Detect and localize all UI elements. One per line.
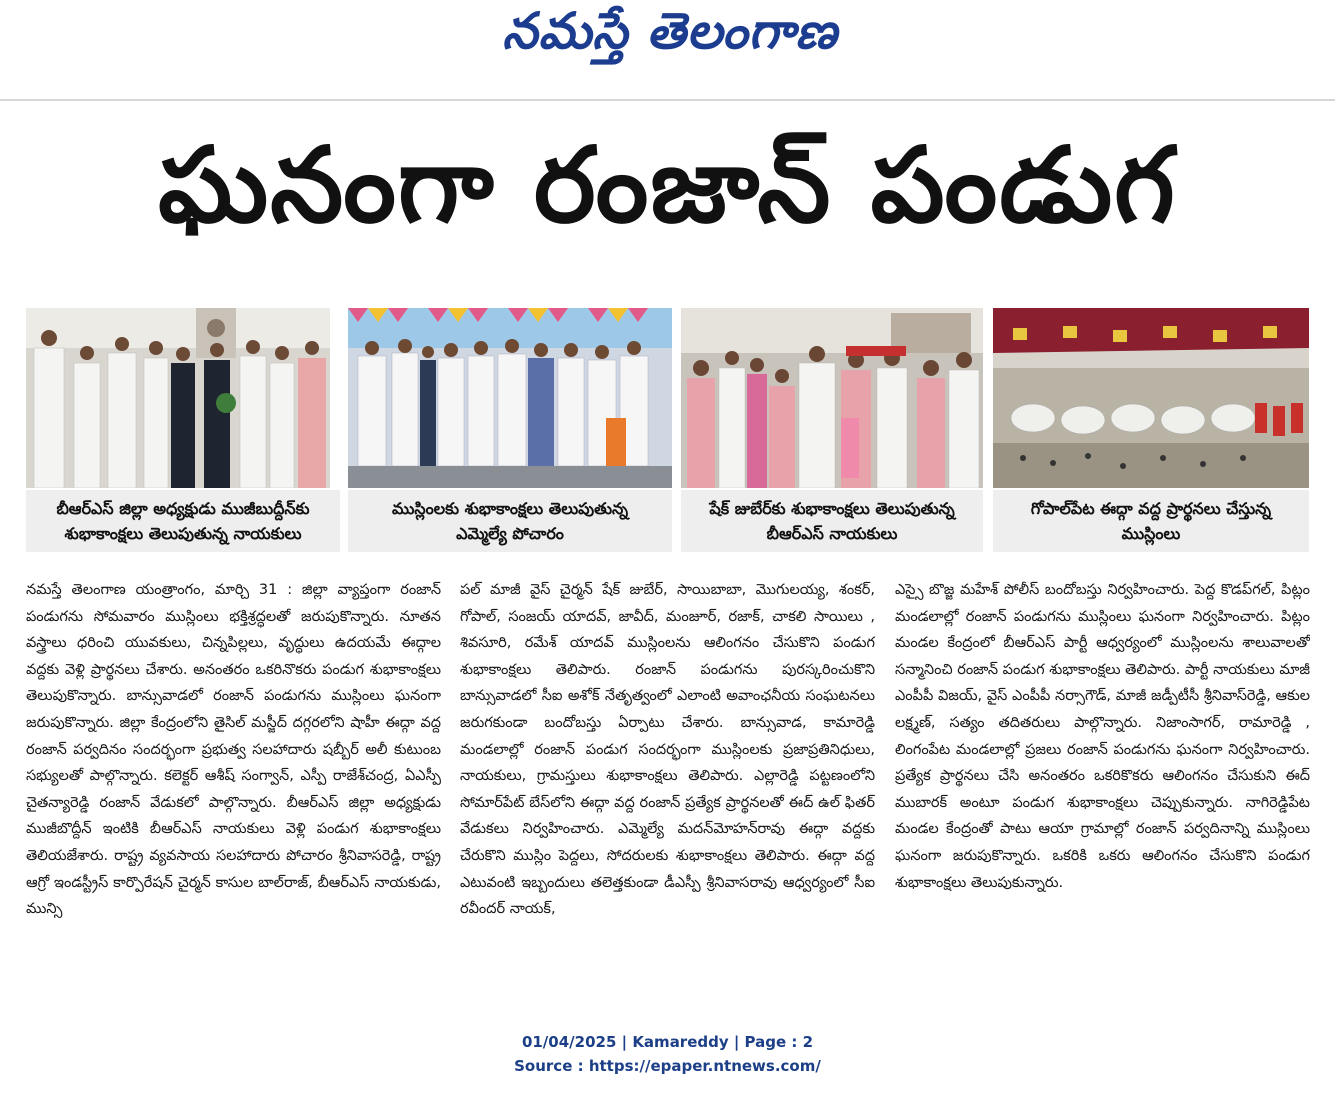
photo-caption-3 <box>681 490 983 552</box>
caption-2-line-1: ముస్లింలకు శుభాకాంక్షలు తెలుపుతున్న <box>391 499 629 518</box>
caption-4-line-1: గోపాల్‌పేట ఈద్గా వద్ద ప్రార్థనలు చేస్తున్న <box>1030 499 1272 518</box>
article-column-2 <box>460 577 875 997</box>
article-column-2-text: పల్ మాజీ వైస్ చైర్మన్ షేక్ జుబేర్, సాయిబాబా, మొగులయ్య, శంకర్, గోపాల్, సంజయ్ యాదవ్, జావీద్, మంజూర్, రజాక్, చాకలి సాయిలు , శివసూరి, రమేశ్ యాదవ్ ముస్లింలను ఆలింగనం చేసుకొని పండుగ శుభాకాంక్షలు తెలిపారు. రంజాన్ పండుగను పురస్కరించుకొని బాన్సువాడలో సీఐ అశోక్ నేతృత్వంలో ఎలాంటి అవాంఛనీయ సంఘటనలు జరుగకుండా బందోబస్తు ఏర్పాటు చేశారు. బాన్సువాడ, కామారెడ్డి మండలాల్లో రంజాన్ పండుగ సందర్భంగా ముస్లింలకు ప్రజాప్రతినిధులు, నాయకులు, గ్రామస్తులు శుభాకాంక్షలు తెలిపారు. ఎల్లారెడ్డి పట్టణంలోని సోమార్‌పేట్ బేస్‌లోని ఈద్గా వద్ద రంజాన్ ప్రత్యేక ప్రార్థనలతో ఈద్ ఉల్ ఫితర్ వేడుకలు నిర్వహించారు. ఎమ్మెల్యే మదన్‌మోహన్‌రావు ఈద్గా వద్దకు చేరుకొని ముస్లిం పెద్దలు, సోదరులకు శుభాకాంక్షలు తెలిపారు. ఈద్గా వద్ద ఎటువంటి ఇబ్బందులు తలెత్తకుండా డీఎస్పీ శ్రీనివాసరావు ఆధ్వర్యంలో సీఐ రవీందర్ నాయక్, <box>460 582 875 918</box>
photo-leaders-greeting <box>26 308 330 488</box>
article-headline: ఘనంగా రంజాన్ పండుగ <box>158 124 1177 246</box>
caption-3-line-2: బీఆర్ఎస్ నాయకులు <box>766 524 898 543</box>
page-footer <box>0 1030 1335 1078</box>
footer-source-link[interactable]: Source : https://epaper.ntnews.com/ <box>514 1057 821 1075</box>
photo-caption-2 <box>348 490 672 552</box>
article-column-1-text: నమస్తే తెలంగాణ యంత్రాంగం, మార్చి 31 : జిల్లా వ్యాప్తంగా రంజాన్ పండుగను సోమవారం ముస్లింలు భక్తిశ్రద్ధలతో జరుపుకొన్నారు. నూతన వస్త్రాలు ధరించి యువకులు, చిన్నపిల్లలు, వృద్ధులు ఉదయమే ఈద్గాల వద్దకు వెళ్లి ప్రార్థనలు చేశారు. అనంతరం ఒకరినొకరు పండుగ శుభాకాంక్షలు తెలుపుకొన్నారు. బాన్సువాడలో రంజాన్ పండుగను ముస్లింలు ఘనంగా జరుపుకొన్నారు. జిల్లా కేంద్రంలోని తైసిల్ మస్జీద్ దగ్గరలోని షాహీ ఈద్గా వద్ద రంజాన్ పర్వదినం సందర్భంగా ప్రభుత్వ సలహాదారు షబ్బీర్ అలీ కుటుంబ సభ్యులతో పాల్గొన్నారు. కలెక్టర్ ఆశీష్ సంగ్వాన్, ఎస్పీ రాజేశ్‌చంద్ర, ఏఎస్పీ చైతన్యారెడ్డి రంజాన్ వేడుకలో పాల్గొన్నారు. బీఆర్ఎస్ జిల్లా అధ్యక్షుడు ముజీబొద్దీన్ ఇంటికి బీఆర్ఎస్ నాయకులు వెళ్లి పండుగ శుభాకాంక్షలు తెలియజేశారు. రాష్ట్ర వ్యవసాయ సలహాదారు పోచారం శ్రీనివాసరెడ్డి, రాష్ట్ర ఆగ్రో ఇండస్ట్రీస్ కార్పొరేషన్ చైర్మన్ కాసుల బాల్‌రాజ్, బీఆర్ఎస్ నాయకుడు, మున్సి <box>26 582 441 918</box>
caption-2-line-2: ఎమ్మెల్యే పోచారం <box>456 524 564 543</box>
article-column-1 <box>26 577 441 997</box>
caption-3-line-1: షేక్ జుబేర్‌కు శుభాకాంక్షలు తెలుపుతున్న <box>709 499 955 518</box>
article-column-3 <box>895 577 1310 997</box>
caption-4-line-2: ముస్లింలు <box>1121 524 1181 543</box>
masthead-divider <box>0 99 1335 101</box>
footer-date-edition: 01/04/2025 | Kamareddy | Page : 2 <box>521 1033 814 1051</box>
photo-caption-4 <box>993 490 1309 552</box>
photo-eidgah-prayers <box>993 308 1309 488</box>
newspaper-masthead: నమస్తే తెలంగాణ <box>502 1 838 60</box>
article-column-3-text: ఎస్సై బొజ్జ మహేశ్ పోలీస్ బందోబస్తు నిర్వహించారు. పెద్ద కొడప్‌గల్, పిట్లం మండలాల్లో రంజాన్ పండుగను ముస్లింలు ఘనంగా నిర్వహించారు. పిట్లం మండల కేంద్రంలో బీఆర్ఎస్ పార్టీ ఆధ్వర్యంలో ముస్లింలను శాలువాలతో సన్మానించి రంజాన్ పండుగ శుభాకాంక్షలు తెలిపారు. పార్టీ నాయకులు మాజీ ఎంపీపీ విజయ్, వైస్ ఎంపీపీ నర్సాగౌడ్, మాజీ జడ్పీటీసీ శ్రీనివాస్‌రెడ్డి, ఆకుల లక్ష్మణ్, సత్యం తదితరులు పాల్గొన్నారు. నిజాంసాగర్, రామారెడ్డి , లింగంపేట మండలాల్లో ప్రజలు రంజాన్ పండుగను ఘనంగా నిర్వహించారు. ప్రత్యేక ప్రార్థనలు చేసి అనంతరం ఒకరికొకరు ఆలింగనం చేసుకుని ఈద్ ముబారక్ అంటూ పండుగ శుభాకాంక్షలు చెప్పుకున్నారు. నాగిరెడ్డిపేట మండల కేంద్రంతో పాటు ఆయా గ్రామాల్లో రంజాన్ పర్వదినాన్ని ముస్లింలు ఘనంగా జరుపుకొన్నారు. ఒకరికి ఒకరు ఆలింగనం చేసుకొని పండుగ శుభాకాంక్షలు తెలుపుకున్నారు. <box>895 582 1310 891</box>
photo-caption-1 <box>26 490 340 552</box>
caption-1-line-1: బీఆర్ఎస్ జిల్లా అధ్యక్షుడు ముజీబుద్దీన్‌కు <box>56 499 310 518</box>
photo-sheikh-zubair <box>681 308 983 488</box>
caption-1-line-2: శుభాకాంక్షలు తెలుపుతున్న నాయకులు <box>64 524 302 543</box>
photo-mla-pocharam <box>348 308 672 488</box>
